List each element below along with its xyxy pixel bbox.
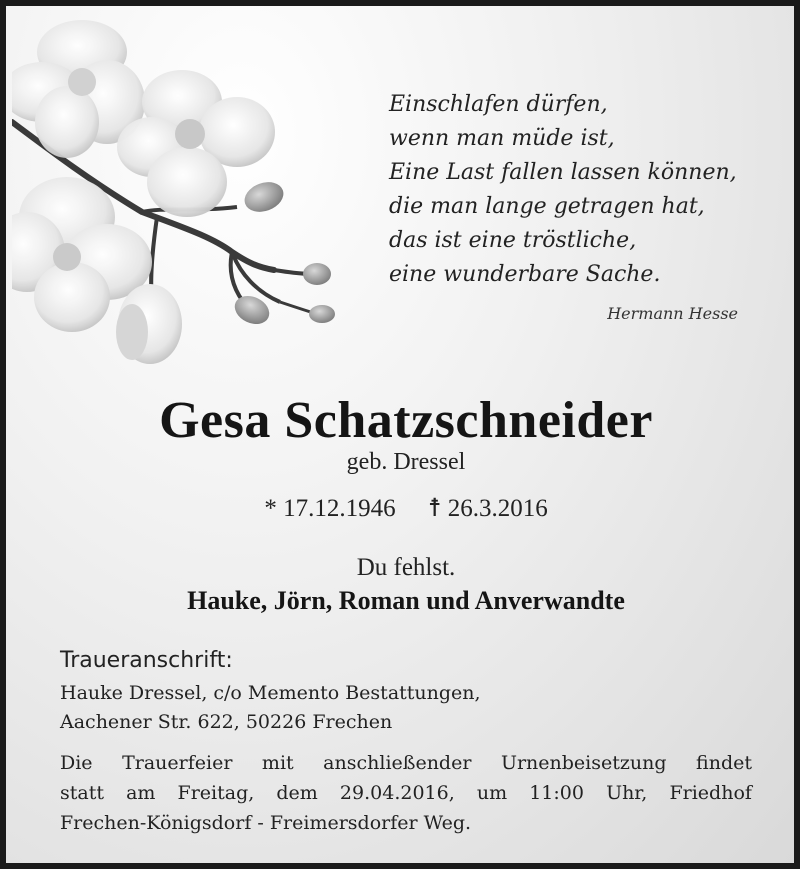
notice-word: Uhr,	[606, 782, 648, 804]
poem	[389, 88, 737, 292]
notice-word: 11:00	[529, 782, 584, 804]
notice-word: statt	[60, 782, 104, 804]
poem-line: wenn man müde ist,	[389, 126, 615, 151]
death-date: 26.3.2016	[447, 495, 548, 522]
farewell-text: Du fehlst.	[356, 554, 456, 581]
notice-line	[60, 778, 752, 808]
notice-word: Urnenbeisetzung	[500, 752, 667, 774]
notice-word: Trauerfeier	[122, 752, 233, 774]
notice-word: findet	[696, 752, 752, 774]
notice-word: Freitag,	[177, 782, 255, 804]
death-cross-icon: ☨	[427, 495, 442, 522]
poem-line: Eine Last fallen lassen können,	[389, 160, 737, 185]
poem-line: Einschlafen dürfen,	[389, 92, 608, 117]
birth-symbol: *	[264, 495, 277, 522]
notice-word: um	[476, 782, 508, 804]
notice-word: Friedhof	[669, 782, 752, 804]
notice-word: anschließender	[323, 752, 472, 774]
address-line: Hauke Dressel, c/o Memento Bestattungen,	[60, 682, 481, 704]
poem-line: die man lange getragen hat,	[389, 194, 705, 219]
life-dates	[6, 493, 800, 523]
poem-line: eine wunderbare Sache.	[389, 262, 661, 287]
notice-word: am	[126, 782, 156, 804]
notice-line	[60, 748, 752, 778]
poem-line: das ist eine tröstliche,	[389, 228, 637, 253]
funeral-notice	[60, 748, 752, 838]
notice-word: Die	[60, 752, 93, 774]
poem-author: Hermann Hesse	[607, 304, 738, 323]
orchid-illustration	[12, 12, 352, 382]
address-heading: Traueranschrift:	[60, 648, 233, 673]
mourners: Hauke, Jörn, Roman und Anverwandte	[187, 586, 625, 615]
address-line: Aachener Str. 622, 50226 Frechen	[60, 711, 393, 733]
notice-word: mit	[261, 752, 294, 774]
birth-date: 17.12.1946	[283, 495, 396, 522]
notice-word: 29.04.2016,	[339, 782, 455, 804]
deceased-name: Gesa Schatzschneider	[159, 392, 653, 449]
notice-word: dem	[276, 782, 318, 804]
maiden-name: geb. Dressel	[346, 449, 466, 475]
notice-line: Frechen-Königsdorf - Freimersdorfer Weg.	[60, 812, 472, 834]
